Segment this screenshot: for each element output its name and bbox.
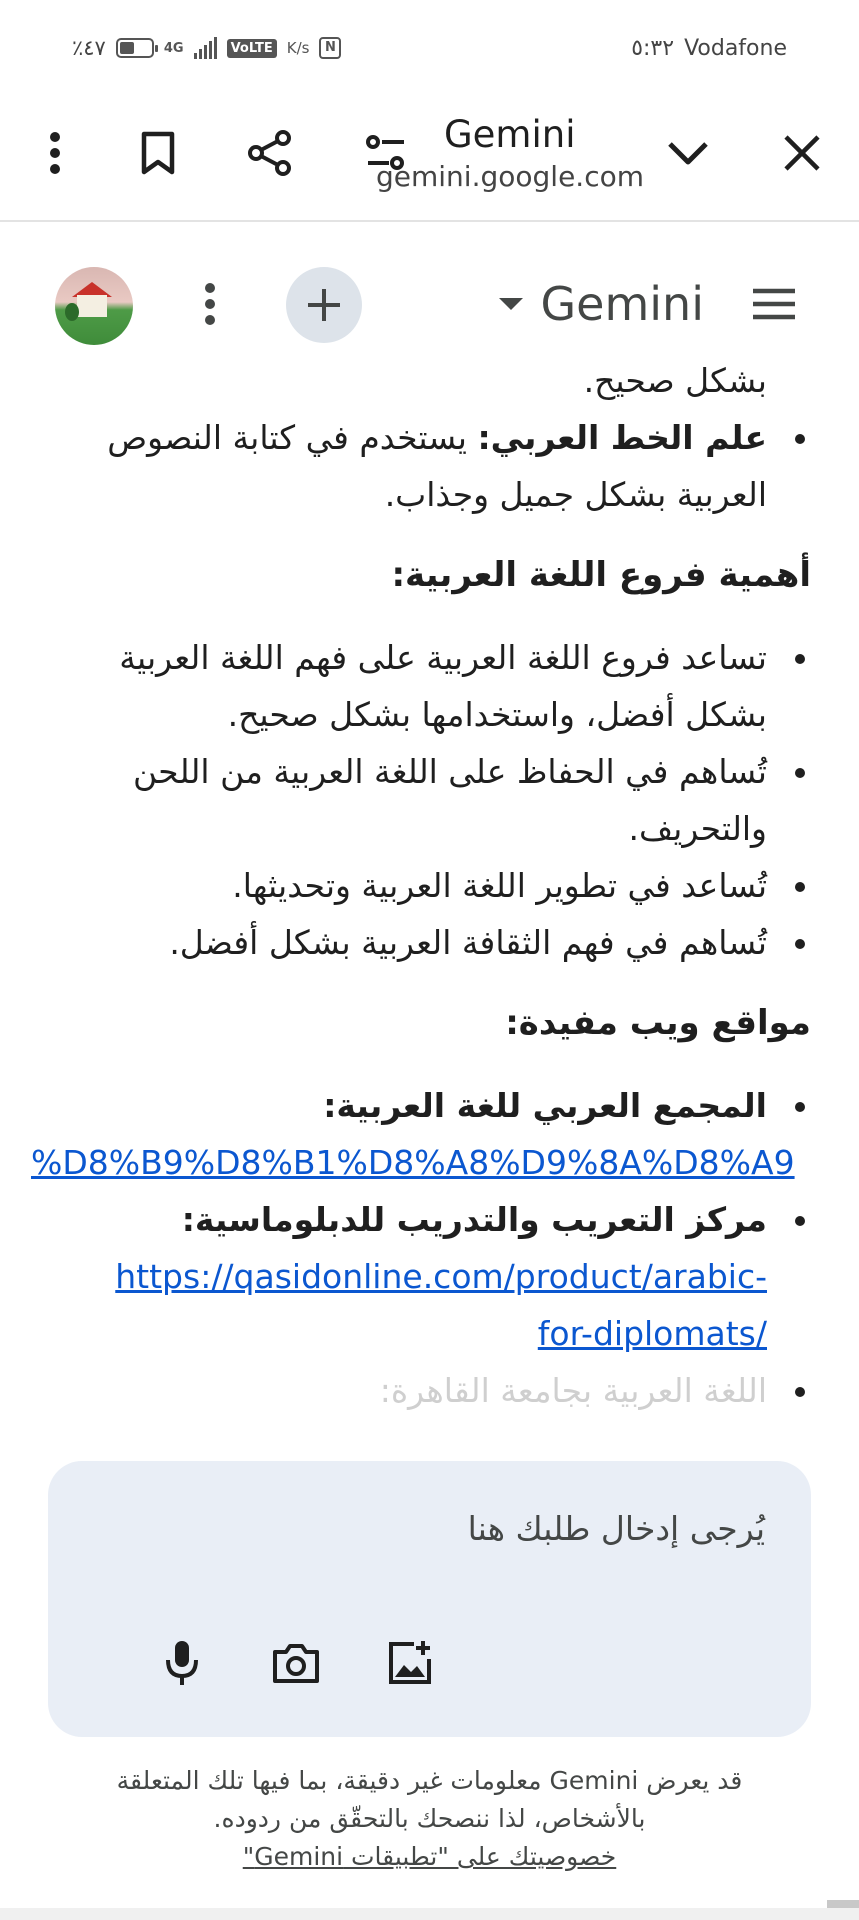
- list-item: تساعد فروع اللغة العربية على فهم اللغة العربية بشكل أفضل، واستخدامها بشكل صحيح.: [31, 629, 811, 743]
- clock: ٥:٣٢: [631, 36, 675, 61]
- list-item: تُساعد في تطوير اللغة العربية وتحديثها.: [31, 857, 811, 914]
- tab-title: Gemini: [444, 113, 576, 156]
- branches-list: [31, 409, 811, 523]
- prompt-input[interactable]: يُرجى إدخال طلبك هنا: [467, 1509, 765, 1548]
- camera-icon[interactable]: [264, 1631, 328, 1695]
- list-item: اللغة العربية بجامعة القاهرة:: [31, 1362, 811, 1419]
- more-vert-icon[interactable]: [25, 123, 85, 183]
- plus-icon: [305, 286, 343, 324]
- privacy-link[interactable]: خصوصيتك على "تطبيقات Gemini": [242, 1842, 617, 1871]
- close-icon[interactable]: [772, 123, 832, 183]
- model-response: [31, 352, 811, 1419]
- list-item: [31, 1191, 811, 1362]
- prompt-input-card[interactable]: [48, 1461, 811, 1737]
- nfc-icon: N: [319, 37, 341, 59]
- battery-fill: [120, 42, 134, 54]
- tab-title-block[interactable]: [376, 113, 644, 203]
- battery-percent: ٪٤٧: [72, 36, 106, 60]
- model-selector[interactable]: [499, 274, 704, 334]
- section-heading: أهمية فروع اللغة العربية:: [391, 555, 811, 595]
- gemini-header: [0, 222, 859, 372]
- carrier-name: Vodafone: [684, 36, 787, 61]
- list-item: تُساهم في فهم الثقافة العربية بشكل أفضل.: [31, 914, 811, 971]
- disclaimer: [70, 1762, 789, 1876]
- list-item: [31, 409, 811, 523]
- add-image-icon[interactable]: [378, 1631, 442, 1695]
- volte-badge: VoLTE: [227, 39, 277, 58]
- battery-icon: [116, 38, 154, 58]
- speed-unit: K/s: [286, 39, 310, 57]
- item-title: علم الخط العربي:: [477, 418, 767, 457]
- site-name: المجمع العربي للغة العربية:: [323, 1086, 767, 1125]
- site-link[interactable]: %D8%B9%D8%B1%D8%A8%D9%8A%D8%A9: [31, 1143, 795, 1182]
- site-link[interactable]: https://qasidonline.com/product/arabic-: [115, 1257, 767, 1296]
- importance-list: [31, 629, 811, 971]
- scroll-indicator: [827, 1900, 859, 1908]
- site-name: مركز التعريب والتدريب للدبلوماسية:: [181, 1200, 767, 1239]
- list-item: تُساهم في الحفاظ على اللغة العربية من اللحن والتحريف.: [31, 743, 811, 857]
- response-scroll-area[interactable]: [0, 361, 859, 1462]
- status-icons: [72, 36, 341, 60]
- item-text: يستخدم في كتابة النصوص العربية بشكل جميل وجذاب.: [107, 418, 767, 514]
- caret-down-icon: [499, 298, 523, 310]
- response-text: بشكل صحيح.: [583, 361, 767, 400]
- more-vert-icon[interactable]: [190, 274, 230, 334]
- bookmark-icon[interactable]: [128, 123, 188, 183]
- signal-icon: [194, 37, 217, 59]
- hamburger-menu-icon[interactable]: [744, 274, 804, 334]
- model-label: Gemini: [540, 277, 704, 331]
- network-type: 4G: [163, 40, 184, 56]
- tab-url: gemini.google.com: [376, 160, 644, 193]
- disclaimer-text: قد يعرض Gemini معلومات غير دقيقة، بما فيها تلك المتعلقة بالأشخاص، لذا ننصحك بالتحقّق من ردوده.: [116, 1766, 743, 1833]
- websites-list: [31, 1077, 811, 1419]
- avatar[interactable]: [55, 267, 133, 345]
- chevron-down-icon[interactable]: [658, 123, 718, 183]
- bottom-bar: [0, 1908, 859, 1920]
- status-bar: [0, 0, 859, 95]
- new-chat-button[interactable]: [286, 267, 362, 343]
- microphone-icon[interactable]: [150, 1631, 214, 1695]
- site-link[interactable]: for-diplomats/: [537, 1314, 767, 1353]
- share-icon[interactable]: [240, 123, 300, 183]
- section-heading: مواقع ويب مفيدة:: [505, 1003, 811, 1043]
- status-right: [631, 36, 787, 61]
- list-item: [31, 1077, 811, 1191]
- custom-tab-toolbar: [0, 95, 859, 222]
